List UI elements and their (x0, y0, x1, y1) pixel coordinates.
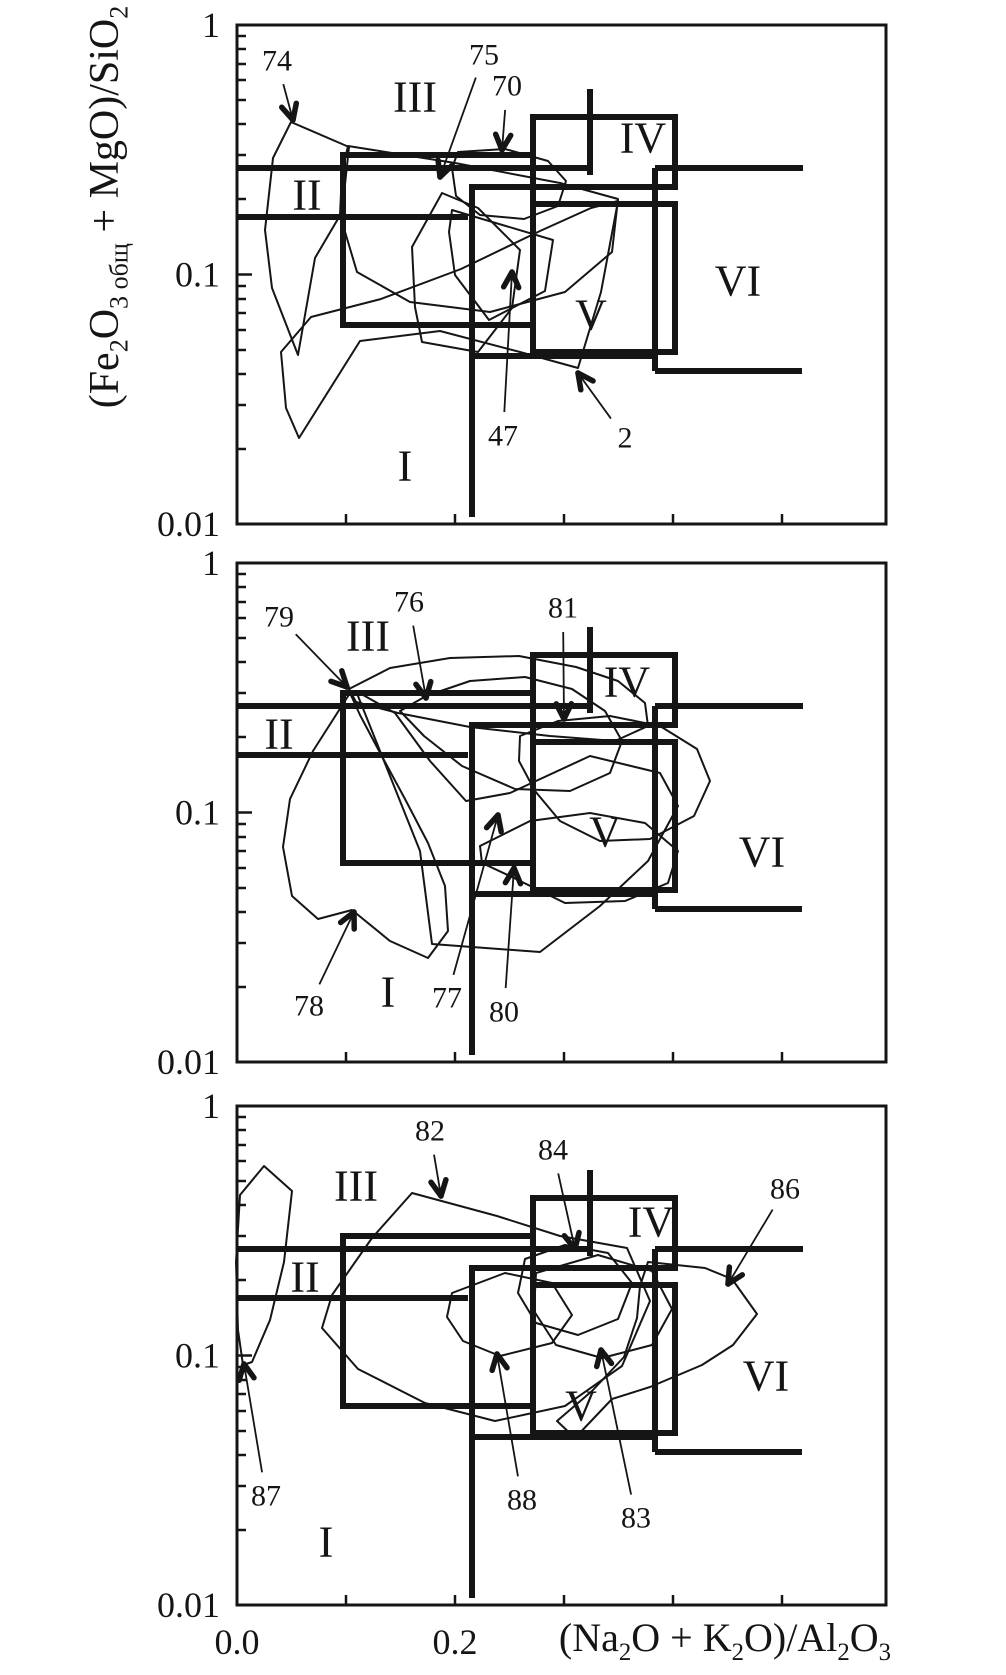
y-tick-label: 0.01 (157, 504, 220, 544)
region-label-V: V (589, 807, 621, 857)
annotation-arrow-line-47 (504, 272, 512, 412)
annotation-arrowhead-83 (597, 1350, 601, 1366)
region-label-III: III (346, 611, 390, 661)
region-label-I: I (318, 1517, 334, 1567)
sample-number-83: 83 (621, 1501, 651, 1535)
region-boundary-box (472, 187, 655, 356)
y-tick-label: 1 (202, 543, 220, 583)
region-label-III: III (334, 1161, 378, 1211)
region-boundary-box (343, 155, 533, 325)
sample-field-outline-88 (447, 1273, 572, 1356)
region-label-III: III (393, 72, 437, 122)
sample-number-76: 76 (394, 585, 424, 619)
sample-number-2: 2 (617, 421, 633, 455)
sample-field-outline-78 (283, 693, 448, 958)
y-axis-title: $(Fe_2O_{3 общ} + MgO)/SiO_2$ (82, 5, 134, 409)
x-axis-title: $(Na_2O + K_2O)/Al_2O_3$ (558, 1615, 892, 1666)
region-boundary-box (343, 1236, 533, 1406)
sample-field-outline-82 (322, 1193, 650, 1421)
annotation-arrow-line-78 (319, 912, 354, 984)
annotation-arrowhead-74 (293, 103, 296, 120)
y-tick-label: 0.01 (157, 1042, 220, 1082)
sample-number-47: 47 (488, 419, 518, 453)
region-label-II: II (264, 709, 294, 759)
sample-number-78: 78 (294, 989, 324, 1023)
region-label-V: V (575, 290, 607, 340)
region-label-VI: VI (714, 256, 762, 306)
y-tick-label: 1 (202, 1086, 220, 1126)
region-label-VI: VI (738, 827, 786, 877)
sample-number-87: 87 (251, 1479, 281, 1513)
sample-number-86: 86 (770, 1172, 800, 1206)
y-tick-label: 0.1 (175, 792, 220, 833)
region-label-IV: IV (627, 1197, 675, 1247)
region-boundary-box (472, 725, 655, 894)
annotation-arrowhead-2 (578, 373, 581, 390)
sample-number-82: 82 (415, 1114, 445, 1148)
region-label-V: V (565, 1381, 597, 1431)
annotation-arrow-line-81 (563, 632, 564, 719)
x-tick-label-0.2: 0.2 (432, 1622, 478, 1662)
annotation-arrowhead-82 (441, 1180, 446, 1196)
region-label-VI: VI (742, 1351, 790, 1401)
annotation-arrow-line-88 (497, 1354, 518, 1476)
x-tick-label-0.0: 0.0 (214, 1622, 260, 1662)
sample-number-79: 79 (264, 600, 294, 634)
annotation-arrowhead-88 (492, 1354, 497, 1370)
y-tick-label: 0.1 (175, 1335, 220, 1376)
sample-number-84: 84 (538, 1133, 568, 1167)
plot-frame (237, 563, 886, 1062)
sample-field-outline-77 (356, 691, 678, 952)
sample-number-70: 70 (492, 69, 522, 103)
plot-frame (237, 25, 886, 524)
region-label-II: II (290, 1252, 320, 1302)
sample-number-77: 77 (432, 981, 462, 1015)
region-label-I: I (397, 441, 413, 491)
annotation-arrow-line-79 (296, 634, 347, 687)
y-tick-label: 0.01 (157, 1585, 220, 1625)
annotation-arrow-line-80 (506, 868, 514, 988)
annotation-arrow-line-75 (440, 78, 476, 177)
sample-field-outline-74 (265, 122, 349, 355)
y-tick-label: 1 (202, 5, 220, 45)
region-label-IV: IV (603, 657, 651, 707)
sample-number-88: 88 (507, 1483, 537, 1517)
sample-number-80: 80 (489, 995, 519, 1029)
sample-number-75: 75 (469, 38, 499, 72)
panel-top (237, 25, 886, 524)
sample-field-outline-47 (449, 210, 553, 320)
region-label-II: II (292, 170, 322, 220)
region-label-IV: IV (619, 113, 667, 163)
annotation-arrow-line-83 (601, 1350, 631, 1495)
sample-field-outline-87 (236, 1166, 292, 1365)
region-label-I: I (380, 967, 396, 1017)
panel-middle (237, 563, 886, 1062)
y-tick-label: 0.1 (175, 254, 220, 295)
sample-number-81: 81 (548, 591, 578, 625)
region-boundary-box (343, 693, 533, 863)
sample-number-74: 74 (262, 44, 292, 78)
